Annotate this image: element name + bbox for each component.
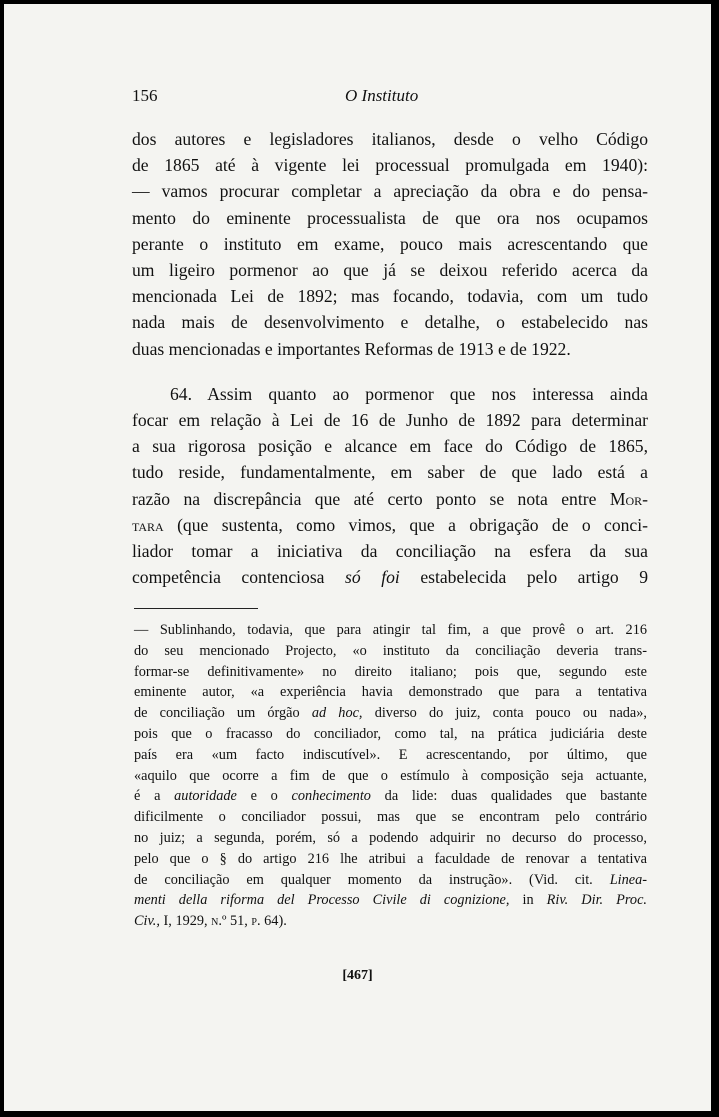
text-segment: (que sustenta, como vimos, que a obrigação de o conci- [177, 514, 648, 535]
emphasis: Linea- [609, 871, 648, 888]
footnote [134, 620, 647, 932]
text-line: mencionada Lei de 1892; mas focando, todavia, com um tudo [132, 286, 648, 307]
text-line [132, 564, 648, 590]
footnote-rule [134, 608, 258, 609]
author-name: Mor- [609, 488, 648, 509]
footnote-line [134, 786, 647, 807]
footnote-line: dificilmente o conciliador possui, mas que se encontram pelo contrário [134, 809, 647, 826]
text-line: — vamos procurar completar a apreciação da obra e do pensa- [132, 181, 648, 202]
footnote-line [134, 911, 647, 932]
text-line: nada mais de desenvolvimento e detalhe, o estabelecido nas [132, 312, 648, 333]
footnote-line: pois que o fracasso do conciliador, como tal, na prática judiciária deste [134, 725, 647, 742]
text-segment: I, 1929, n.º 51, p. 64). [163, 913, 287, 930]
text-line: dos autores e legisladores italianos, desde o velho Código [132, 129, 648, 149]
footnote-line: do seu mencionado Projecto, «o instituto da conciliação deveria trans- [134, 642, 647, 659]
author-name: tara [132, 514, 164, 535]
emphasis: ad hoc, [311, 705, 363, 722]
footnote-line: formar-se definitivamente» no direito italiano; pois que, segundo este [134, 663, 647, 680]
text-segment: e o [250, 788, 278, 805]
footnote-line: pelo que o § do artigo 216 lhe atribui a faculdade de renovar a tentativa [134, 850, 647, 867]
bracketed-page-number: [467] [342, 968, 373, 983]
main-text [132, 126, 648, 590]
emphasis: conhecimento [291, 788, 371, 805]
text-segment: de conciliação um órgão [134, 705, 300, 722]
text-line: um ligeiro pormenor ao que já se deixou referido acerca da [132, 260, 648, 281]
page-number: 156 [132, 86, 158, 105]
text-line: perante o instituto em exame, pouco mais acrescentando que [132, 233, 648, 254]
text-line: 64. Assim quanto ao pormenor que nos interessa ainda [170, 383, 648, 404]
text-segment: da lide: duas qualidades que bastante [384, 788, 647, 805]
text-line: duas mencionadas e importantes Reformas de 1913 e de 1922. [132, 338, 571, 359]
text-line [132, 486, 648, 512]
emphasis: autoridade [174, 788, 237, 805]
text-segment: razão na discrepância que até certo ponto se nota entre [132, 488, 597, 509]
emphasis: Riv. Dir. Proc. [546, 892, 647, 909]
text-line: liador tomar a iniciativa da conciliação na esfera da sua [132, 541, 648, 562]
emphasis: menti della riforma del Processo Civile di cognizione, [134, 892, 510, 909]
text-segment: diverso do juiz, conta pouco ou nada», [374, 705, 647, 722]
text-line: a sua rigorosa posição e alcance em face do Código de 1865, [132, 436, 648, 457]
text-segment: competência contenciosa [132, 567, 325, 588]
text-line: de 1865 até à vigente lei processual promulgada em 1940): [132, 155, 648, 176]
running-title: O Instituto [345, 86, 419, 105]
page-header [132, 86, 652, 112]
footnote-line: no juiz; a segunda, porém, só a podendo adquirir no decurso do processo, [134, 829, 647, 846]
text-segment: é a [134, 788, 161, 805]
footnote-line: — Sublinhando, todavia, que para atingir tal fim, a que provê o art. 216 [134, 622, 647, 638]
text-segment: estabelecida pelo artigo 9 [420, 567, 649, 588]
footnote-line [134, 870, 647, 891]
emphasis: só foi [345, 567, 400, 588]
paragraph-gap [132, 362, 648, 381]
text-line: mento do eminente processualista de que ora nos ocupamos [132, 207, 648, 228]
footnote-line: eminente autor, «a experiência havia demonstrado que para a tentativa [134, 684, 647, 701]
text-segment: in [522, 892, 534, 909]
text-segment: de conciliação em qualquer momento da instrução». (Vid. cit. [134, 871, 593, 888]
footnote-line: «aquilo que ocorre a fim de que o estímulo à composição seja actuante, [134, 767, 647, 784]
footnote-line: país era «um facto indiscutível». E acrescentando, por último, que [134, 746, 647, 763]
footnote-line [134, 703, 647, 724]
text-line: tudo reside, fundamentalmente, em saber de que lado está a [132, 462, 648, 483]
footnote-line [134, 890, 647, 911]
text-line: focar em relação à Lei de 16 de Junho de 1892 para determinar [132, 410, 648, 431]
book-page [4, 4, 711, 1111]
text-line [132, 512, 648, 538]
emphasis: Civ., [134, 913, 160, 930]
